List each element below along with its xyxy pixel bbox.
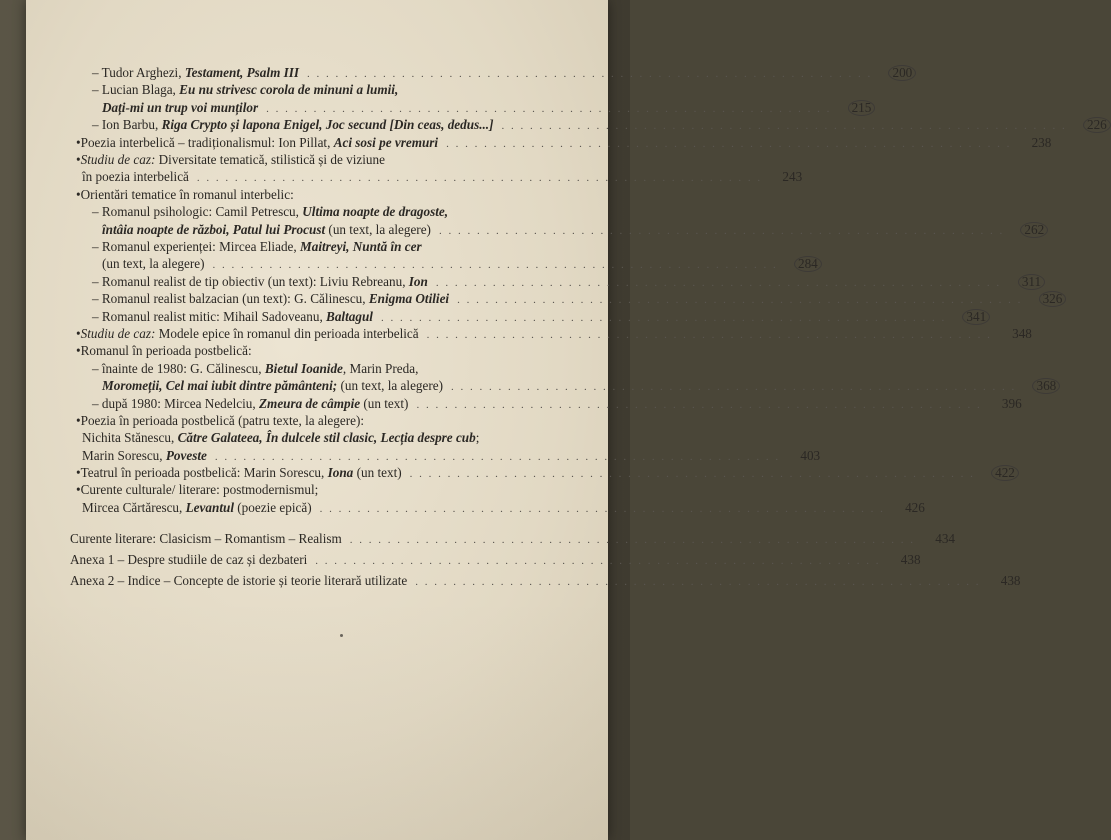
toc-entry [76,499,925,516]
dot-leader: . . . . . . . . . . . . . . . . . . . . . . . . . . . . . . . . . . . . . . . . . . . . . . . . . . . . . . . . . . . . [446,137,1012,150]
page-number [981,464,1015,481]
dot-leader: . . . . . . . . . . . . . . . . . . . . . . . . . . . . . . . . . . . . . . . . . . . . . . . . . . . . . . . . . . . . [457,294,1023,307]
page-number-value: 438 [900,552,921,568]
work-title: Eu nu strivesc corola de minuni a lumii, [179,82,399,98]
dot-leader: . . . . . . . . . . . . . . . . . . . . . . . . . . . . . . . . . . . . . . . . . . . . . . . . . . . . . . . . . . . . [409,468,975,481]
page-number-value: 434 [935,531,956,547]
appendix-text: Curente literare: Clasicism – Romantism – Realism [70,531,342,547]
entry-text: – Romanul realist balzacian (un text): G. Călinescu, [92,291,369,307]
toc-entry [76,325,1032,342]
work-title: Către Galateea, În dulcele stil clasic, Lecția despre cub [177,430,476,446]
toc-entry [76,203,1045,238]
page-number [1028,290,1062,307]
page-number-value: 326 [1039,291,1067,307]
entry-text: Nichita Stănescu, [82,430,178,446]
page-number-value: 396 [1001,395,1022,411]
work-title-line2: Dați-mi un trup voi munților [102,99,259,115]
page-number [1022,377,1056,394]
dot-leader: . . . . . . . . . . . . . . . . . . . . . . . . . . . . . . . . . . . . . . . . . . . . . . . . . . . . . . . . . . . . [415,576,981,589]
page-shadow [26,600,608,840]
page-number-value: 200 [888,65,916,81]
page-number-value: 226 [1083,117,1111,133]
entry-text: •Teatrul în perioada postbelică: Marin Sorescu, [76,465,328,481]
dot-leader: . . . . . . . . . . . . . . . . . . . . . . . . . . . . . . . . . . . . . . . . . . . . . . . . . . . . . . . . . . . . [435,276,1002,289]
page-number [952,308,986,325]
bullet-icon: • [76,325,81,341]
page-number [921,530,955,547]
toc-entry [76,186,568,203]
case-study-label: Studiu de caz: [80,151,156,167]
dot-leader: . . . . . . . . . . . . . . . . . . . . . . . . . . . . . . . . . . . . . . . . . . . . . . . . . . . . . . . . . . . . [416,398,982,411]
entry-text-line2: (un text, la alegere) [102,256,205,272]
entry-text: Marin Sorescu, [82,447,166,463]
appendix-entry [70,551,921,572]
leader-row [76,134,1052,151]
page-number [878,64,912,81]
page-number [1007,273,1041,290]
toc-entry [76,81,872,116]
page-number [837,99,871,116]
leader-row [76,221,1045,238]
toc-entry [76,134,1052,151]
toc-entry [76,360,1057,395]
dot-leader: . . . . . . . . . . . . . . . . . . . . . . . . . . . . . . . . . . . . . . . . . . . . . . . . . . . . . . . . . . . . [349,534,916,547]
bullet-icon: • [76,151,81,167]
page-number-value: 403 [800,447,821,463]
page-number-value: 348 [1012,325,1032,341]
work-title: Testament, Psalm III [184,65,300,80]
page-number [988,395,1022,412]
toc-entry [76,447,821,464]
toc-entry [76,273,1042,290]
page-number [786,447,820,464]
toc-entry [76,412,568,429]
page-number-value: 438 [1000,573,1021,589]
page-number-value: 341 [962,309,990,325]
toc-entry [76,464,1015,481]
leader-row [76,464,1015,481]
work-title: Ion [408,273,428,289]
work-title: Riga Crypto și lapona Enigel, Joc secund [Din ceas, dedus...] [161,117,494,133]
dot-leader: . . . . . . . . . . . . . . . . . . . . . . . . . . . . . . . . . . . . . . . . . . . . . . . . . . . . . . . . . . . . [266,102,832,115]
leader-row [76,168,803,185]
entry-text: – Romanul experienței: Mircea Eliade, [92,238,300,254]
dot-leader: . . . . . . . . . . . . . . . . . . . . . . . . . . . . . . . . . . . . . . . . . . . . . . . . . . . . . . . . . . . . [438,224,1005,237]
work-title: Iona [327,465,354,481]
page-number [768,168,802,185]
page-number-value: 426 [905,499,925,515]
entry-text-line2: în poezia interbelică [82,169,189,185]
entry-text: Diversitate tematică, stilistică și de viziune [155,151,385,167]
entry-text: Mircea Cărtărescu, [82,499,186,515]
page-number-value: 422 [991,465,1019,481]
page-speck [340,634,343,637]
work-title: Enigma Otiliei [368,291,450,307]
entry-text: – Romanul realist mitic: Mihail Sadoveanu, [92,308,327,324]
leader-row [76,99,872,116]
entry-text-tail: (un text) [360,395,409,411]
entry-text-line2-tail: (un text, la alegere) [325,221,431,237]
toc-entry [76,64,913,81]
work-title: Aci sosi pe vremuri [333,134,439,150]
dot-leader: . . . . . . . . . . . . . . . . . . . . . . . . . . . . . . . . . . . . . . . . . . . . . . . . . . . . . . . . . . . . [426,328,992,341]
entry-text: – Romanul psihologic: Camil Petrescu, [92,204,303,220]
entry-text: – Lucian Blaga, [92,82,180,98]
toc-entry [76,151,803,186]
entry-text: •Orientări tematice în romanul interbelic: [76,186,294,202]
work-title: Maitreyi, Nuntă în cer [300,238,422,254]
toc-entry [76,308,987,325]
entry-text: – Tudor Arghezi, [92,65,185,80]
entry-text: Modele epice în romanul din perioada interbelică [155,325,419,341]
leader-row [76,116,1107,133]
leader-row [76,530,956,547]
entry-text-tail: (un text) [353,465,402,481]
toc-entry [76,238,818,273]
leader-row [76,64,913,81]
page-number-value: 243 [782,169,803,185]
entry-text: – Romanul realist de tip obiectiv (un text): Liviu Rebreanu, [92,273,409,289]
page-number [784,255,818,272]
table-of-contents [70,64,1107,593]
appendix-entry [70,530,956,551]
page-number [891,499,925,516]
work-title-line2: întâia noapte de război, Patul lui Procust [102,221,326,237]
work-title: Ultima noapte de dragoste, [302,204,449,220]
entry-text-line2-tail: (un text, la alegere) [337,378,444,394]
page-number [1073,116,1107,133]
leader-row [76,499,925,516]
page-number [887,551,921,568]
leader-row [76,447,821,464]
dot-leader: . . . . . . . . . . . . . . . . . . . . . . . . . . . . . . . . . . . . . . . . . . . . . . . . . . . . . . . . . . . . [212,259,778,272]
appendix-text: Anexa 1 – Despre studiile de caz și dezbateri [70,552,308,568]
work-title: Bietul Ioanide [264,360,343,376]
leader-row [76,395,1022,412]
leader-row [76,290,1063,307]
dot-leader: . . . . . . . . . . . . . . . . . . . . . . . . . . . . . . . . . . . . . . . . . . . . . . . . . . . . . . . . . . . . [307,68,873,80]
toc-entry [76,429,568,446]
leader-row [76,377,1057,394]
dot-leader: . . . . . . . . . . . . . . . . . . . . . . . . . . . . . . . . . . . . . . . . . . . . . . . . . . . . . . . . . . . . [315,555,881,568]
work-title: Poveste [165,447,207,463]
page-number-value: 311 [1018,274,1045,290]
toc-entry [76,290,1063,307]
leader-row [76,325,1032,342]
entry-text-tail: , Marin Preda, [342,360,419,376]
entry-text: •Romanul în perioada postbelică: [76,343,252,359]
dot-leader: . . . . . . . . . . . . . . . . . . . . . . . . . . . . . . . . . . . . . . . . . . . . . . . . . . . . . . . . . . . . [380,311,947,324]
leader-row [76,572,1021,589]
toc-entry [76,342,568,359]
page-number-value: 215 [848,100,876,116]
entry-text-tail: (poezie epică) [233,499,312,515]
entry-text-tail: ; [475,430,480,446]
case-study-label: Studiu de caz: [80,325,156,341]
leader-row [76,255,818,272]
leader-row [76,551,921,568]
page-number [987,572,1021,589]
work-title: Zmeura de câmpie [259,395,361,411]
dot-leader: . . . . . . . . . . . . . . . . . . . . . . . . . . . . . . . . . . . . . . . . . . . . . . . . . . . . . . . . . . . . [214,450,781,463]
leader-row [76,273,1042,290]
work-title-line2: Moromeții, Cel mai iubit dintre pământeni; [102,378,338,394]
appendix-entry [70,572,1021,593]
entry-text: – după 1980: Mircea Nedelciu, [92,395,259,411]
page-number [1017,134,1051,151]
toc-entry [76,395,1022,412]
work-title: Levantul [185,499,234,515]
page-number-value: 262 [1020,222,1048,238]
page-number [998,325,1032,342]
dot-leader: . . . . . . . . . . . . . . . . . . . . . . . . . . . . . . . . . . . . . . . . . . . . . . . . . . . . . . . . . . . . [319,502,885,515]
entry-text: •Poezia în perioada postbelică (patru texte, la alegere): [76,412,365,428]
toc-entry [76,481,568,498]
entry-text: •Curente culturale/ literare: postmodernismul; [76,482,319,498]
dot-leader: . . . . . . . . . . . . . . . . . . . . . . . . . . . . . . . . . . . . . . . . . . . . . . . . . . . . . . . . . . . . [196,172,763,185]
page-number-value: 284 [794,256,822,272]
leader-row [76,308,987,325]
page-number [1010,221,1044,238]
work-title: Baltagul [326,308,373,324]
page-number-value: 238 [1031,134,1052,150]
toc-entry [76,116,1107,133]
entry-text: – Ion Barbu, [92,117,162,133]
section-gap [76,516,568,530]
appendix-text: Anexa 2 – Indice – Concepte de istorie și teorie literară utilizate [70,573,408,589]
entry-text: •Poezia interbelică – tradiționalismul: Ion Pillat, [76,134,334,150]
dot-leader: . . . . . . . . . . . . . . . . . . . . . . . . . . . . . . . . . . . . . . . . . . . . . . . . . . . . . . . . . . . . [451,381,1017,394]
dot-leader: . . . . . . . . . . . . . . . . . . . . . . . . . . . . . . . . . . . . . . . . . . . . . . . . . . . . . . . . . . . . [501,120,1067,133]
page-number-value: 368 [1032,378,1060,394]
entry-text: – înainte de 1980: G. Călinescu, [92,360,265,376]
